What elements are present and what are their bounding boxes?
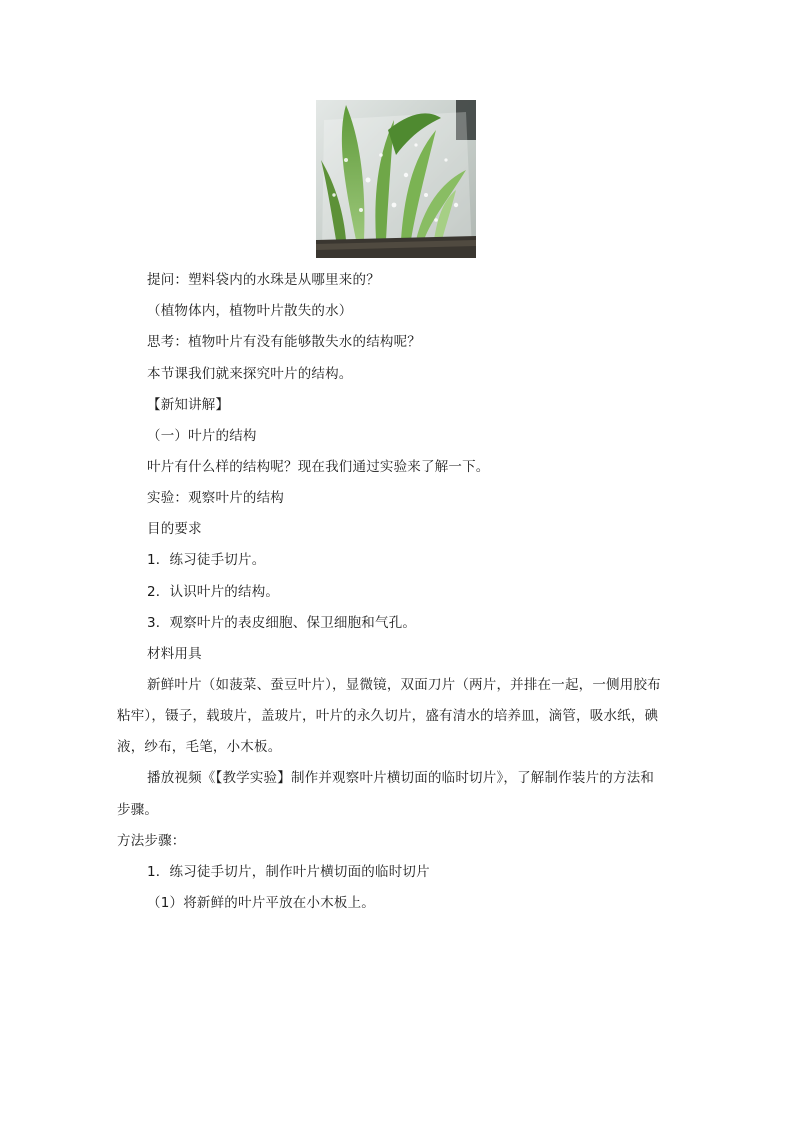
answer-text: （植物体内，植物叶片散失的水） xyxy=(147,303,353,319)
plant-bag-photo xyxy=(316,100,476,258)
materials-heading: 材料用具 xyxy=(147,646,202,662)
video-text-line: 播放视频《【教学实验】制作并观察叶片横切面的临时切片》，了解制作装片的方法和 xyxy=(147,770,655,786)
objectives-heading: 目的要求 xyxy=(147,521,202,537)
video-text-line: 步骤。 xyxy=(117,802,159,818)
materials-text-line: 粘牢），镊子，载玻片，盖玻片，叶片的永久切片，盛有清水的培养皿，滴管，吸水纸，碘 xyxy=(117,708,659,724)
subsection-heading: （一）叶片的结构 xyxy=(147,428,257,444)
step-substep: （1）将新鲜的叶片平放在小木板上。 xyxy=(147,895,375,911)
materials-text-line: 液，纱布，毛笔，小木板。 xyxy=(117,739,282,755)
steps-heading: 方法步骤： xyxy=(117,833,186,849)
list-item: 1．练习徒手切片。 xyxy=(147,552,266,568)
step-item: 1．练习徒手切片，制作叶片横切面的临时切片 xyxy=(147,864,430,880)
intro-text: 本节课我们就来探究叶片的结构。 xyxy=(147,366,353,382)
thinking-text: 思考：植物叶片有没有能够散失水的结构呢？ xyxy=(147,334,421,350)
plant-bag-illustration xyxy=(316,100,476,258)
experiment-title: 实验：观察叶片的结构 xyxy=(147,490,284,506)
materials-text-line: 新鲜叶片（如菠菜、蚕豆叶片），显微镜，双面刀片（两片，并排在一起，一侧用胶布 xyxy=(147,677,661,693)
list-item: 2．认识叶片的结构。 xyxy=(147,584,280,600)
question-text: 提问：塑料袋内的水珠是从哪里来的？ xyxy=(147,272,380,288)
list-item: 3．观察叶片的表皮细胞、保卫细胞和气孔。 xyxy=(147,615,417,631)
section-heading: 【新知讲解】 xyxy=(147,397,230,413)
paragraph-text: 叶片有什么样的结构呢？现在我们通过实验来了解一下。 xyxy=(147,459,490,475)
